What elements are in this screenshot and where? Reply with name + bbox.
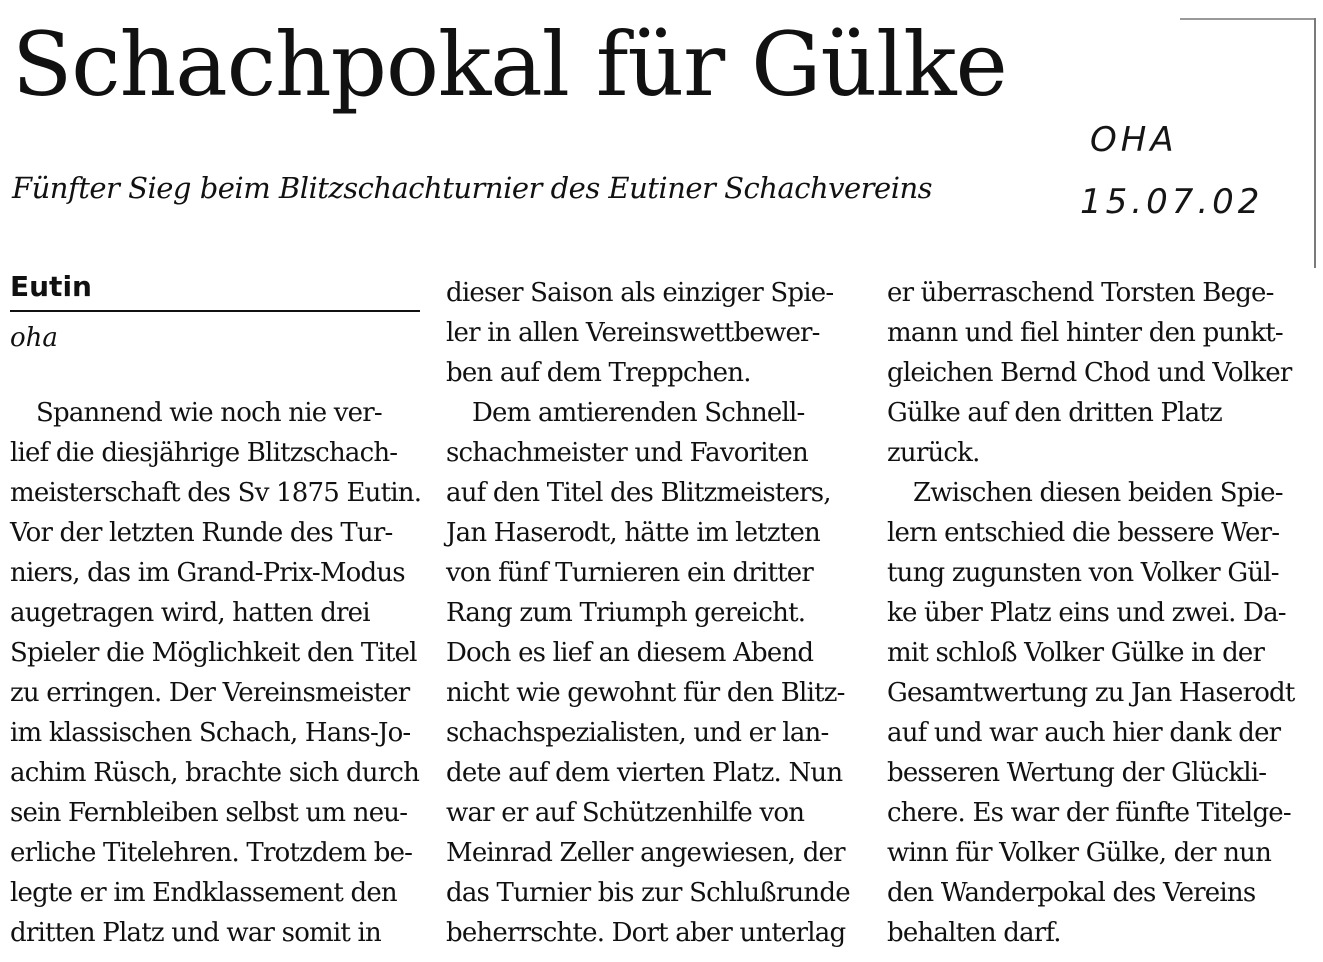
text-line: Dem amtierenden Schnell-: [472, 398, 805, 428]
text-line: erliche Titelehren. Trotzdem be-: [10, 838, 413, 868]
text-line: Doch es lief an diesem Abend: [446, 638, 814, 668]
text-line: tung zugunsten von Volker Gül-: [887, 558, 1279, 588]
text-line: sein Fernbleiben selbst um neu-: [10, 798, 408, 828]
handwritten-note: [1080, 118, 1263, 224]
text-line: dete auf dem vierten Platz. Nun: [446, 758, 843, 788]
text-line: dieser Saison als einziger Spie-: [446, 278, 834, 308]
text-line: auf den Titel des Blitzmeisters,: [446, 478, 831, 508]
text-column-2: [446, 273, 862, 953]
text-line: besseren Wertung der Glückli-: [887, 758, 1267, 788]
text-line: zu erringen. Der Vereinsmeister: [10, 678, 410, 708]
text-column-1: [10, 393, 420, 953]
text-line: augetragen wird, hatten drei: [10, 598, 370, 628]
text-line: war er auf Schützenhilfe von: [446, 798, 805, 828]
text-line: auf und war auch hier dank der: [887, 718, 1281, 748]
text-line: meisterschaft des Sv 1875 Eutin.: [10, 478, 422, 508]
text-line: lief die diesjährige Blitzschach-: [10, 438, 398, 468]
text-line: Vor der letzten Runde des Tur-: [10, 518, 393, 548]
text-line: dritten Platz und war somit in: [10, 918, 381, 948]
text-line: zurück.: [887, 438, 980, 468]
author-tag: oha: [10, 323, 58, 353]
text-line: ben auf dem Treppchen.: [446, 358, 751, 388]
text-line: niers, das im Grand-Prix-Modus: [10, 558, 405, 588]
place-name: Eutin: [10, 268, 420, 312]
text-line: mit schloß Volker Gülke in der: [887, 638, 1265, 668]
text-line: lern entschied die bessere Wer-: [887, 518, 1280, 548]
text-line: ler in allen Vereinswettbewer-: [446, 318, 820, 348]
text-line: Rang zum Triumph gereicht.: [446, 598, 806, 628]
handwritten-date: 15.07.02: [1080, 182, 1264, 222]
text-column-3: [887, 273, 1307, 953]
text-line: von fünf Turnieren ein dritter: [446, 558, 813, 588]
text-line: legte er im Endklassement den: [10, 878, 397, 908]
text-line: beherrschte. Dort aber unterlag: [446, 918, 846, 948]
dateline: [10, 268, 420, 358]
text-line: gleichen Bernd Chod und Volker: [887, 358, 1292, 388]
text-line: im klassischen Schach, Hans-Jo-: [10, 718, 411, 748]
text-line: schachmeister und Favoriten: [446, 438, 808, 468]
text-line: Gülke auf den dritten Platz: [887, 398, 1222, 428]
text-line: mann und fiel hinter den punkt-: [887, 318, 1283, 348]
clipping-edge-top: [1180, 18, 1316, 20]
text-line: Meinrad Zeller angewiesen, der: [446, 838, 845, 868]
text-line: Zwischen diesen beiden Spie-: [913, 478, 1283, 508]
text-line: Gesamtwertung zu Jan Haserodt: [887, 678, 1295, 708]
text-line: Spannend wie noch nie ver-: [36, 398, 382, 428]
headline: Schachpokal für Gülke: [12, 13, 1007, 116]
text-line: Spieler die Möglichkeit den Titel: [10, 638, 417, 668]
text-line: behalten darf.: [887, 918, 1061, 948]
text-line: den Wanderpokal des Vereins: [887, 878, 1256, 908]
handwritten-source: OHA: [1090, 120, 1178, 160]
clipping-edge-right: [1314, 18, 1316, 268]
text-line: Jan Haserodt, hätte im letzten: [446, 518, 820, 548]
text-line: chere. Es war der fünfte Titelge-: [887, 798, 1291, 828]
text-line: ke über Platz eins und zwei. Da-: [887, 598, 1286, 628]
text-line: achim Rüsch, brachte sich durch: [10, 758, 420, 788]
subheadline: Fünfter Sieg beim Blitzschachturnier des Eutiner Schachvereins: [12, 171, 933, 205]
text-line: das Turnier bis zur Schlußrunde: [446, 878, 850, 908]
text-line: er überraschend Torsten Bege-: [887, 278, 1274, 308]
text-line: nicht wie gewohnt für den Blitz-: [446, 678, 845, 708]
text-line: winn für Volker Gülke, der nun: [887, 838, 1272, 868]
text-line: schachspezialisten, und er lan-: [446, 718, 829, 748]
